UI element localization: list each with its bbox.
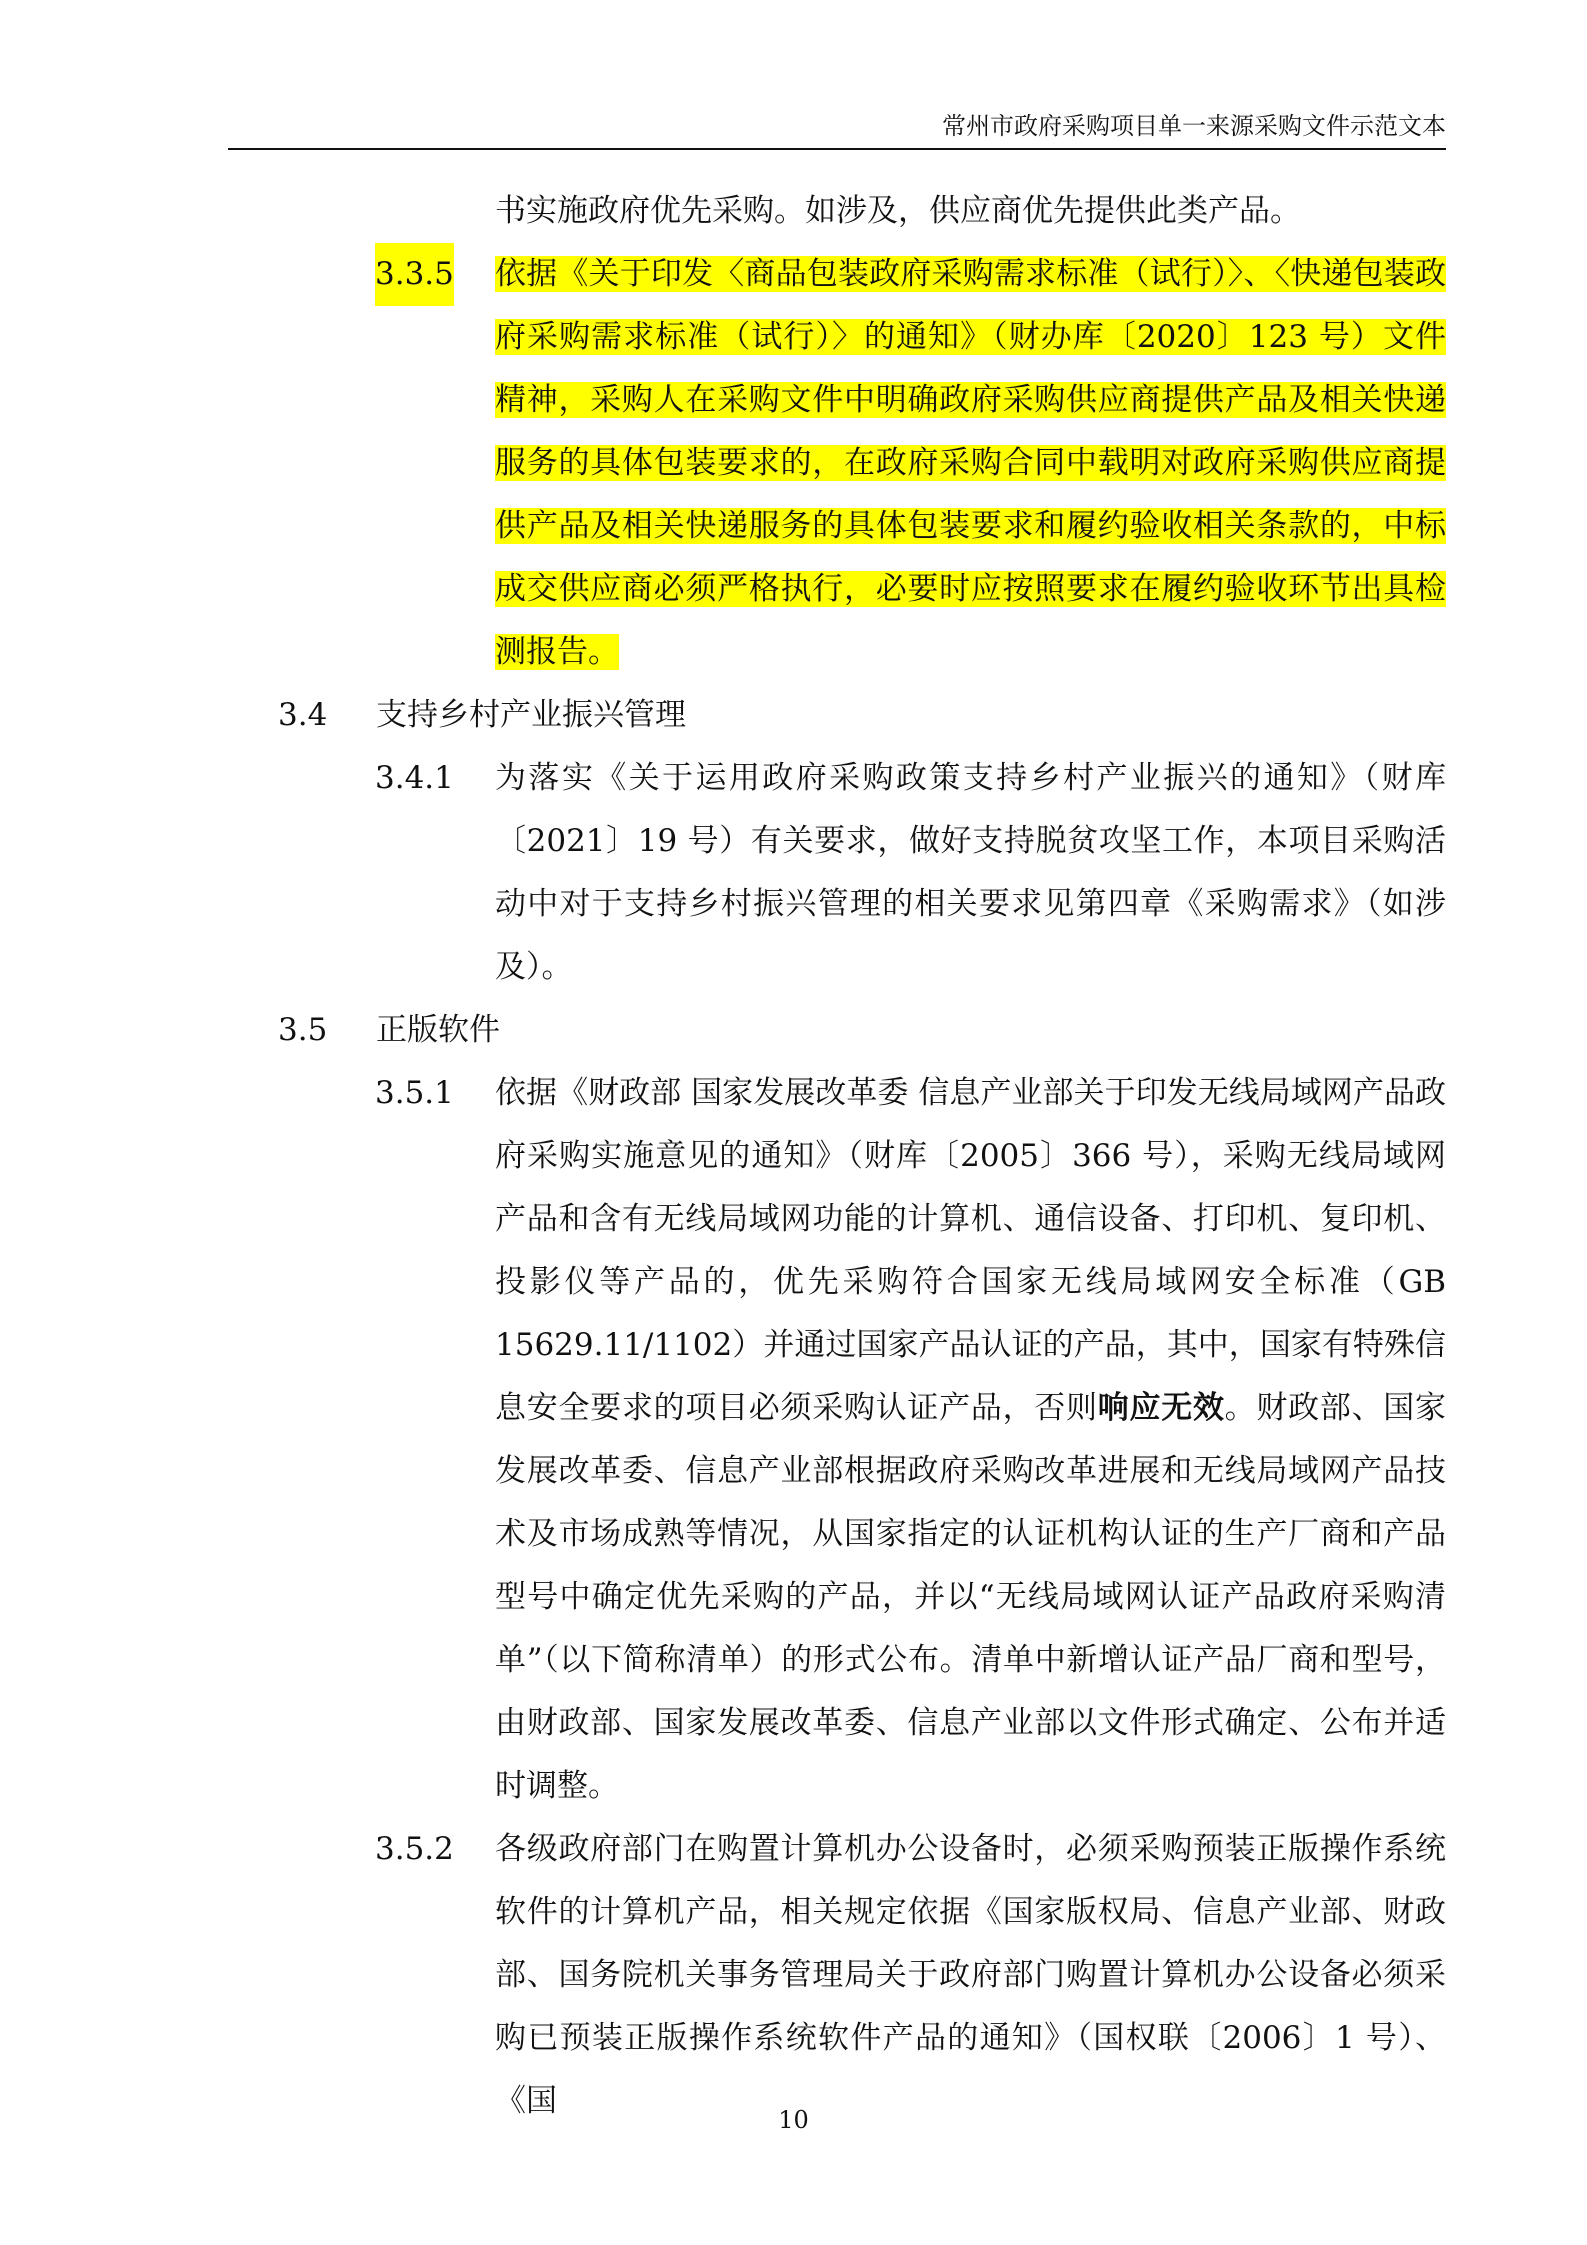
- clause-3-5-2: [228, 1818, 1446, 2133]
- paragraph-continuation: [228, 180, 1446, 243]
- section-3-5: [228, 999, 1446, 1062]
- clause-3-4-1: [228, 747, 1446, 999]
- clause-text: [495, 1062, 1446, 1818]
- section-3-4: [228, 684, 1446, 747]
- clause-text-part-b: 。财政部、国家发展改革委、信息产业部根据政府采购改革进展和无线局域网产品技术及市场成熟等情况，从国家指定的认证机构认证的生产厂商和产品型号中确定优先采购的产品，并以“无线局域网认证产品政府采购清单”（以下简称清单）的形式公布。清单中新增认证产品厂商和型号，由财政部、国家发展改革委、信息产业部以文件形式确定、公布并适时调整。: [495, 1390, 1447, 1804]
- highlighted-clause-text: 依据《关于印发〈商品包装政府采购需求标准（试行）〉、〈快递包装政府采购需求标准（试行）〉的通知》（财办库〔2020〕123 号）文件精神，采购人在采购文件中明确政府采购供应商提供产品及相关快递服务的具体包装要求的，在政府采购合同中载明对政府采购供应商提供产品及相关快递服务的具体包装要求和履约验收相关条款的，中标成交供应商必须严格执行，必要时应按照要求在履约验收环节出具检测报告。: [495, 256, 1446, 670]
- section-title: 支持乡村产业振兴管理: [376, 697, 686, 733]
- clause-number: 3.5.1: [375, 1075, 454, 1111]
- clause-text-part-a: 依据《财政部 国家发展改革委 信息产业部关于印发无线局域网产品政府采购实施意见的通知》（财库〔2005〕366 号），采购无线局域网产品和含有无线局域网功能的计算机、通信设备、打印机、复印机、投影仪等产品的，优先采购符合国家无线局域网安全标准（GB 15629.11/1102）并通过国家产品认证的产品，其中，国家有特殊信息安全要求的项目必须采购认证产品，否则: [495, 1075, 1446, 1426]
- clause-number: 3.3.5: [375, 243, 454, 306]
- clause-text: 各级政府部门在购置计算机办公设备时，必须采购预装正版操作系统软件的计算机产品，相关规定依据《国家版权局、信息产业部、财政部、国务院机关事务管理局关于政府部门购置计算机办公设备必须采购已预装正版操作系统软件产品的通知》（国权联〔2006〕1 号）、《国: [495, 1831, 1446, 2119]
- clause-3-5-1: [228, 1062, 1446, 1818]
- clause-number: 3.5.2: [375, 1831, 454, 1867]
- clause-text: 为落实《关于运用政府采购政策支持乡村产业振兴的通知》（财库〔2021〕19 号）有关要求，做好支持脱贫攻坚工作，本项目采购活动中对于支持乡村振兴管理的相关要求见第四章《采购需求》（如涉及）。: [495, 760, 1446, 985]
- bold-emphasis: 响应无效: [1097, 1390, 1225, 1426]
- section-title: 正版软件: [376, 1012, 500, 1048]
- clause-3-3-5: [228, 243, 1446, 684]
- section-number: 3.5: [278, 1012, 328, 1048]
- section-number: 3.4: [278, 697, 328, 733]
- running-header: 常州市政府采购项目单一来源采购文件示范文本: [942, 112, 1446, 140]
- header-rule: [228, 148, 1446, 150]
- paragraph-text: 书实施政府优先采购。如涉及，供应商优先提供此类产品。: [495, 193, 1301, 229]
- document-body: [228, 180, 1446, 2133]
- clause-number: 3.4.1: [375, 760, 454, 796]
- page-number: 10: [778, 2106, 809, 2134]
